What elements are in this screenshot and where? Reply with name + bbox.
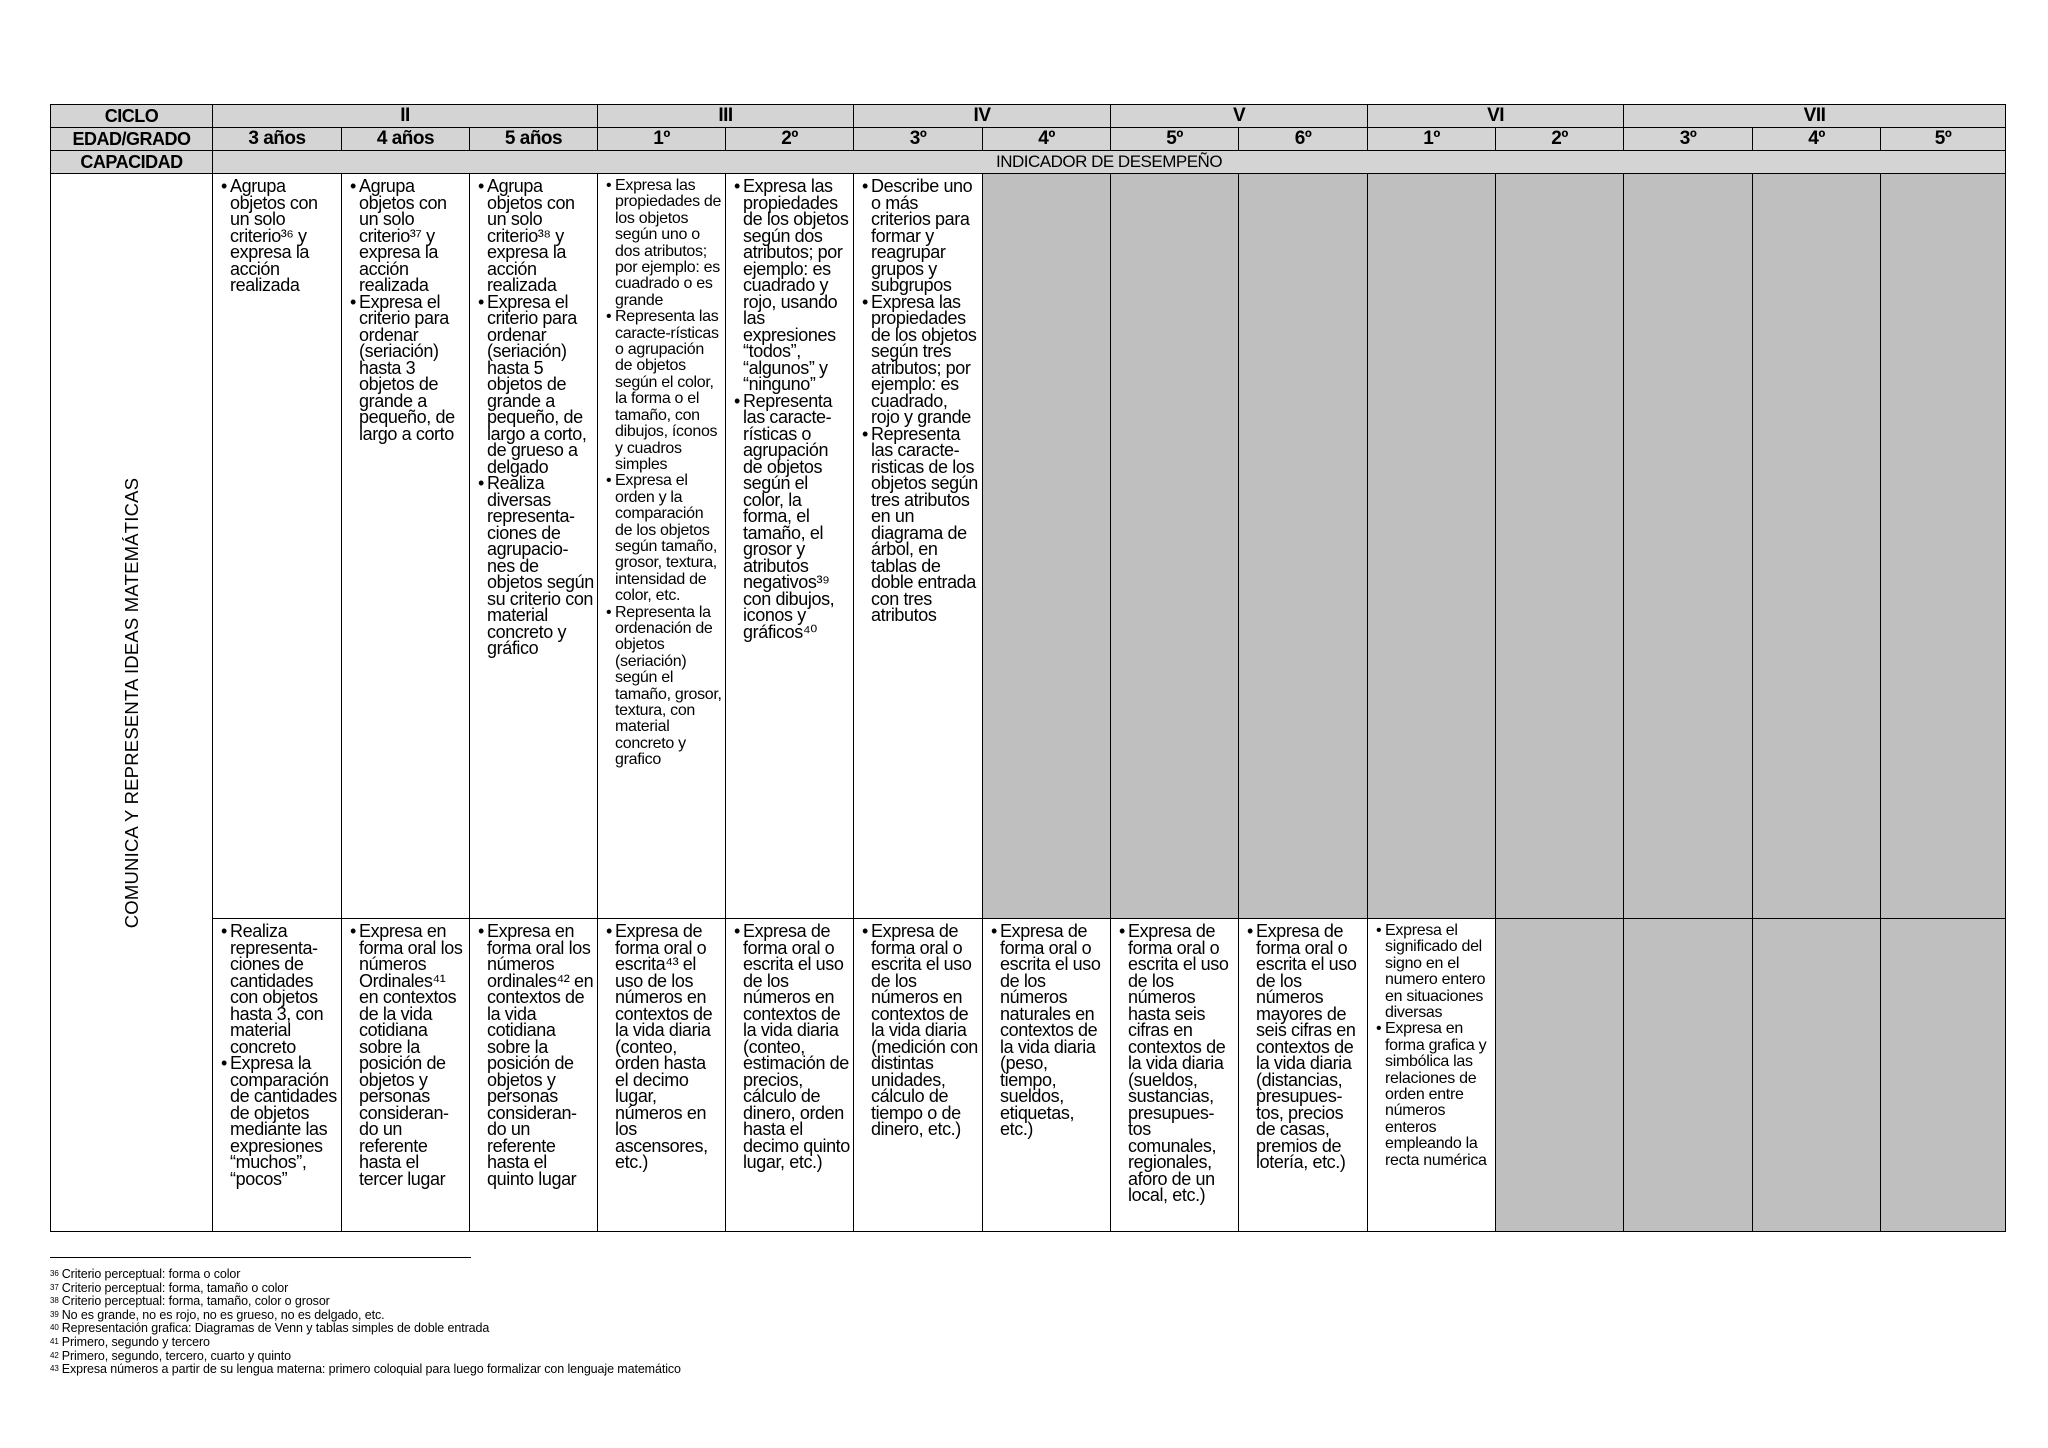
indicator-item: • Expresa de forma oral o escrita el uso de los números naturales en contextos de la vida diaria (peso, tiempo, sueldos, etiquetas, etc.) xyxy=(991,923,1107,1138)
footnote-text: Criterio perceptual: forma, tamaño, color o grosor xyxy=(61,1294,330,1309)
empty-cell xyxy=(1881,919,2006,1232)
empty-cell xyxy=(1881,174,2006,919)
indicator-cell xyxy=(470,919,598,1232)
ciclo-vi: VI xyxy=(1368,105,1624,128)
indicator-item: • Agrupa objetos con un solo criterio³⁸ y expresa la acción realizada xyxy=(478,178,594,294)
ciclo-iv: IV xyxy=(854,105,1111,128)
footnote-divider xyxy=(50,1257,471,1258)
capacidad-row xyxy=(51,151,2006,174)
indicator-item: • Describe uno o más criterios para formar y reagrupar grupos y subgrupos xyxy=(862,178,979,294)
empty-cell xyxy=(983,174,1111,919)
footnote xyxy=(50,1363,681,1377)
indicator-item: • Realiza representa-ciones de cantidades con objetos hasta 3, con material concreto xyxy=(221,923,338,1055)
indicator-cell xyxy=(726,174,854,919)
indicator-item: • Representa las caracte-risticas de los objetos según tres atributos en un diagrama de árbol, en tablas de doble entrada con tres atributos xyxy=(862,426,979,624)
indicator-item: • Representa la ordenación de objetos (seriación) según el tamaño, grosor, textura, con material concreto y grafico xyxy=(606,605,722,769)
footnote-text: Expresa números a partir de su lengua materna: primero coloquial para luego formalizar con lenguaje matemático xyxy=(61,1362,681,1377)
empty-cell xyxy=(1753,174,1881,919)
ciclo-label: CICLO xyxy=(51,105,213,128)
indicator-cell xyxy=(342,174,470,919)
footnote-number: 41 xyxy=(50,1336,59,1346)
indicator-item: • Expresa las propiedades de los objetos según tres atributos; por ejemplo: es cuadrado, rojo y grande xyxy=(862,294,979,426)
indicator-cell xyxy=(726,919,854,1232)
indicator-item: • Expresa de forma oral o escrita el uso de los números en contextos de la vida diaria (conteo, estimación de precios, cálculo de dinero, orden hasta el decimo quinto lugar, etc.) xyxy=(734,923,850,1171)
footnote xyxy=(50,1336,681,1350)
indicator-item: • Expresa de forma oral o escrita el uso de los números mayores de seis cifras en contextos de la vida diaria (distancias, presupues-tos, precios de casas, premios de lotería, etc.) xyxy=(1247,923,1364,1171)
indicator-cell xyxy=(598,919,726,1232)
empty-cell xyxy=(1239,174,1368,919)
empty-cell xyxy=(1753,919,1881,1232)
indicator-item: • Expresa de forma oral o escrita el uso de los números en contextos de la vida diaria (medición con distintas unidades, cálculo de tiempo o de dinero, etc.) xyxy=(862,923,979,1138)
grado-header: 2º xyxy=(1496,128,1624,151)
indicator-cell xyxy=(854,174,983,919)
indicator-item: • Expresa de forma oral o escrita el uso de los números hasta seis cifras en contextos de la vida diaria (sueldos, sustancias, presupues-tos comunales, regionales, aforo de un local, etc.) xyxy=(1119,923,1235,1204)
footnote-number: 36 xyxy=(50,1269,59,1278)
footnote-text: Criterio perceptual: forma o color xyxy=(61,1267,241,1281)
grado-header: 4º xyxy=(1753,128,1881,151)
ciclo-row xyxy=(51,105,2006,128)
footnote xyxy=(50,1322,681,1336)
grado-header: 2º xyxy=(726,128,854,151)
footnotes xyxy=(50,1268,681,1377)
indicator-item: • Representa las caracte-rísticas o agrupación de objetos según el color, la forma, el tamaño, el grosor y atributos negativos³⁹ con dibujos, iconos y gráficos⁴⁰ xyxy=(734,393,850,641)
capacidades-table xyxy=(50,104,2006,1232)
footnote-text: Primero, segundo y tercero xyxy=(61,1334,210,1349)
ciclo-ii: II xyxy=(213,105,598,128)
indicator-cell xyxy=(213,919,342,1232)
indicador-label: INDICADOR DE DESEMPEÑO xyxy=(213,151,2006,174)
indicator-cell xyxy=(1239,919,1368,1232)
indicator-item: • Realiza diversas representa-ciones de agrupacio-nes de objetos según su criterio con material concreto y gráfico xyxy=(478,475,594,657)
grado-header: 1º xyxy=(598,128,726,151)
indicator-item: • Expresa el orden y la comparación de los objetos según tamaño, grosor, textura, intensidad de color, etc. xyxy=(606,473,722,604)
grado-header: 3º xyxy=(1624,128,1753,151)
indicator-item: • Expresa en forma oral los números Ordinales⁴¹ en contextos de la vida cotidiana sobre la posición de objetos y personas consideran-do un referente hasta el tercer lugar xyxy=(350,923,466,1187)
indicator-row xyxy=(51,919,2006,1232)
footnote-text: Representación grafica: Diagramas de Venn y tablas simples de doble entrada xyxy=(61,1321,490,1336)
footnote-text: Primero, segundo, tercero, cuarto y quinto xyxy=(61,1348,291,1363)
capacidad-name-text: COMUNICA Y REPRESENTA IDEAS MATEMÁTICAS xyxy=(120,477,142,928)
empty-cell xyxy=(1496,919,1624,1232)
indicator-item: • Expresa el criterio para ordenar (seriación) hasta 3 objetos de grande a pequeño, de largo a corto xyxy=(350,294,466,443)
indicator-item: • Expresa las propiedades de los objetos según dos atributos; por ejemplo: es cuadrado y rojo, usando las expresiones “todos”, “algunos” y “ninguno” xyxy=(734,178,850,393)
empty-cell xyxy=(1624,174,1753,919)
capacidad-name xyxy=(51,174,213,1232)
indicator-row xyxy=(51,174,2006,919)
indicator-cell xyxy=(983,919,1111,1232)
empty-cell xyxy=(1368,174,1496,919)
footnote xyxy=(50,1309,681,1323)
edad-grado-row xyxy=(51,128,2006,151)
indicator-item: • Expresa el criterio para ordenar (seriación) hasta 5 objetos de grande a pequeño, de largo a corto, de grueso a delgado xyxy=(478,294,594,476)
indicator-item: • Agrupa objetos con un solo criterio³⁷ y expresa la acción realizada xyxy=(350,178,466,294)
empty-cell xyxy=(1624,919,1753,1232)
empty-cell xyxy=(1111,174,1239,919)
indicator-item: • Expresa en forma oral los números ordinales⁴² en contextos de la vida cotidiana sobre la posición de objetos y personas consideran-do un referente hasta el quinto lugar xyxy=(478,923,594,1187)
grado-header: 4 años xyxy=(342,128,470,151)
grado-header: 5 años xyxy=(470,128,598,151)
indicator-cell xyxy=(854,919,983,1232)
indicator-item: • Agrupa objetos con un solo criterio³⁶ y expresa la acción realizada xyxy=(221,178,338,294)
indicator-item: • Expresa las propiedades de los objetos según uno o dos atributos; por ejemplo: es cuadrado o es grande xyxy=(606,178,722,309)
grado-header: 4º xyxy=(983,128,1111,151)
grado-header: 1º xyxy=(1368,128,1496,151)
ciclo-iii: III xyxy=(598,105,854,128)
footnote xyxy=(50,1268,681,1282)
indicator-cell xyxy=(598,174,726,919)
indicator-item: • Expresa de forma oral o escrita⁴³ el uso de los números en contextos de la vida diaria (conteo, orden hasta el decimo lugar, números en los ascensores, etc.) xyxy=(606,923,722,1171)
grado-header: 3 años xyxy=(213,128,342,151)
footnote xyxy=(50,1350,681,1364)
empty-cell xyxy=(1496,174,1624,919)
indicator-cell xyxy=(213,174,342,919)
indicator-item: • Expresa la comparación de cantidades de objetos mediante las expresiones “muchos”, “pocos” xyxy=(221,1055,338,1187)
footnote-number: 37 xyxy=(50,1282,59,1292)
grado-header: 6º xyxy=(1239,128,1368,151)
footnote-number: 39 xyxy=(50,1309,59,1319)
grado-header: 3º xyxy=(854,128,983,151)
footnote-number: 42 xyxy=(50,1350,59,1360)
indicator-cell xyxy=(1368,919,1496,1232)
footnote-number: 43 xyxy=(50,1364,59,1374)
grado-header: 5º xyxy=(1881,128,2006,151)
indicator-item: • Representa las caracte-rísticas o agrupación de objetos según el color, la forma o el tamaño, con dibujos, íconos y cuadros simples xyxy=(606,309,722,473)
edad-grado-label: EDAD/GRADO xyxy=(51,128,213,151)
indicator-item: • Expresa en forma grafica y simbólica las relaciones de orden entre números enteros empleando la recta numérica xyxy=(1376,1021,1492,1169)
footnote-number: 40 xyxy=(50,1323,59,1333)
indicator-cell xyxy=(470,174,598,919)
capacidad-label: CAPACIDAD xyxy=(51,151,213,174)
indicator-item: • Expresa el significado del signo en el numero entero en situaciones diversas xyxy=(1376,923,1492,1021)
indicator-cell xyxy=(1111,919,1239,1232)
grado-header: 5º xyxy=(1111,128,1239,151)
indicator-cell xyxy=(342,919,470,1232)
footnote-text: No es grande, no es rojo, no es grueso, no es delgado, etc. xyxy=(61,1307,385,1322)
footnote-number: 38 xyxy=(50,1296,59,1306)
ciclo-v: V xyxy=(1111,105,1368,128)
ciclo-vii: VII xyxy=(1624,105,2006,128)
footnote xyxy=(50,1282,681,1296)
footnote-text: Criterio perceptual: forma, tamaño o color xyxy=(61,1280,289,1295)
footnote xyxy=(50,1295,681,1309)
